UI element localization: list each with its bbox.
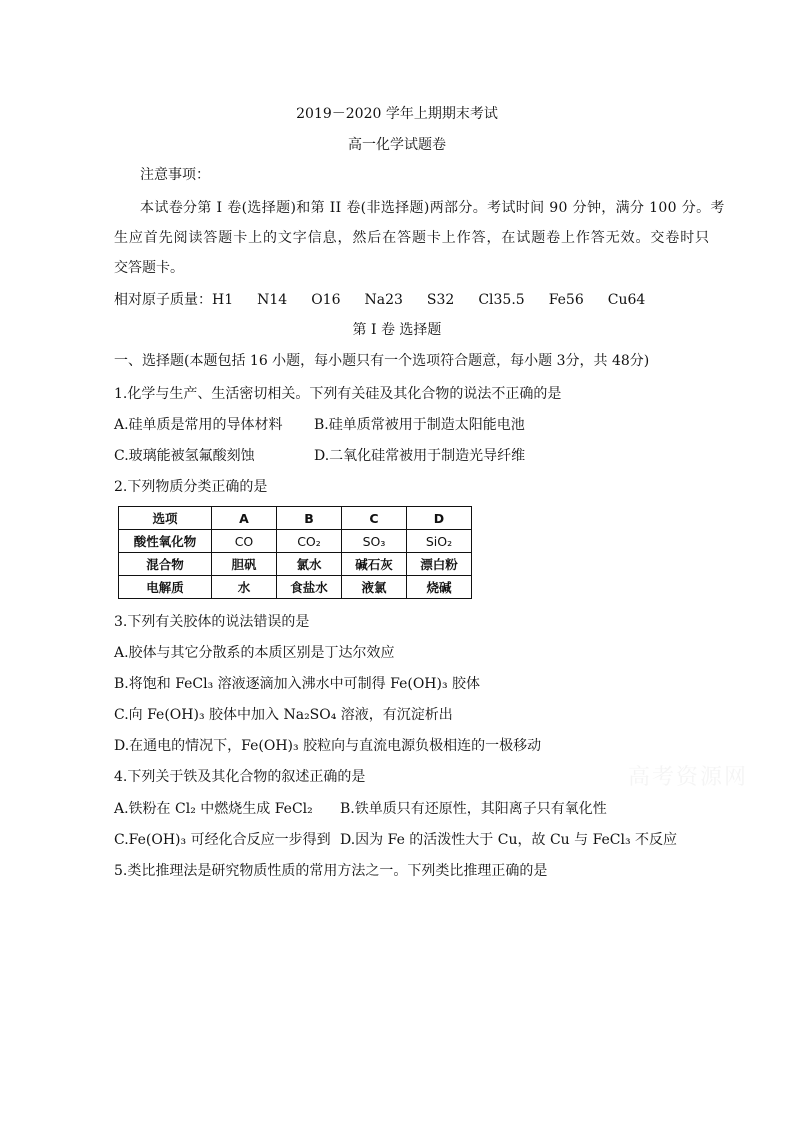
table-cell: SO₃ xyxy=(342,530,407,553)
table-cell: 漂白粉 xyxy=(407,553,472,576)
question-3-stem: 3.下列有关胶体的说法错误的是 xyxy=(114,614,310,630)
paper-title: 高一化学试题卷 xyxy=(348,137,446,153)
table-header-cell: C xyxy=(342,507,407,530)
question-3-option-c: C.向 Fe(OH)₃ 胶体中加入 Na₂SO₄ 溶液，有沉淀析出 xyxy=(114,707,453,723)
atomic-mass-fe: Fe56 xyxy=(548,292,584,308)
question-3-option-b: B.将饱和 FeCl₃ 溶液逐滴加入沸水中可制得 Fe(OH)₃ 胶体 xyxy=(114,676,481,692)
question-1-option-b: B.硅单质常被用于制造太阳能电池 xyxy=(314,417,525,433)
notice-body-line-2: 生应首先阅读答题卡上的文字信息，然后在答题卡上作答，在试题卷上作答无效。交卷时只 xyxy=(114,230,710,246)
question-5-stem: 5.类比推理法是研究物质性质的常用方法之一。下列类比推理正确的是 xyxy=(114,863,548,879)
table-cell: CO xyxy=(212,530,277,553)
question-4-stem: 4.下列关于铁及其化合物的叙述正确的是 xyxy=(114,769,366,785)
watermark: 高考资源网 xyxy=(628,765,749,790)
table-header-cell: 选项 xyxy=(119,507,212,530)
question-4-option-a: A.铁粉在 Cl₂ 中燃烧生成 FeCl₂ xyxy=(114,801,313,817)
question-1-stem: 1.化学与生产、生活密切相关。下列有关硅及其化合物的说法不正确的是 xyxy=(114,386,562,402)
atomic-mass-cu: Cu64 xyxy=(607,292,646,308)
question-4-option-c: C.Fe(OH)₃ 可经化合反应一步得到 xyxy=(114,832,331,848)
section-1-instruction: 一、选择题(本题包括 16 小题，每小题只有一个选项符合题意，每小题 3分，共 48分) xyxy=(114,353,650,369)
table-row xyxy=(119,553,472,576)
question-4-option-b: B.铁单质只有还原性，其阳离子只有氧化性 xyxy=(340,801,607,817)
table-cell: 胆矾 xyxy=(212,553,277,576)
notice-body-line-1: 本试卷分第 I 卷(选择题)和第 II 卷(非选择题)两部分。考试时间 90 分钟，满分 100 分。考 xyxy=(140,200,725,216)
notice-heading: 注意事项： xyxy=(140,167,210,183)
table-header-cell: A xyxy=(212,507,277,530)
table-header-cell: D xyxy=(407,507,472,530)
atomic-mass-na: Na23 xyxy=(364,292,403,308)
question-1-option-d: D.二氧化硅常被用于制造光导纤维 xyxy=(314,448,526,464)
atomic-masses xyxy=(114,290,669,310)
question-1-option-a: A.硅单质是常用的导体材料 xyxy=(114,417,283,433)
table-cell: 烧碱 xyxy=(407,576,472,599)
table-row-label: 混合物 xyxy=(119,553,212,576)
exam-title: 2019－2020 学年上期期末考试 xyxy=(296,106,498,122)
table-cell: 碱石灰 xyxy=(342,553,407,576)
question-2-stem: 2.下列物质分类正确的是 xyxy=(114,479,268,495)
table-cell: 氯水 xyxy=(277,553,342,576)
table-header-cell: B xyxy=(277,507,342,530)
table-cell: SiO₂ xyxy=(407,530,472,553)
atomic-mass-h: H1 xyxy=(212,292,234,308)
table-row-label: 电解质 xyxy=(119,576,212,599)
question-1-option-c: C.玻璃能被氢氟酸刻蚀 xyxy=(114,448,255,464)
question-4-option-d: D.因为 Fe 的活泼性大于 Cu，故 Cu 与 FeCl₃ 不反应 xyxy=(340,832,678,848)
question-3-option-d: D.在通电的情况下，Fe(OH)₃ 胶粒向与直流电源负极相连的一极移动 xyxy=(114,738,542,754)
table-row xyxy=(119,530,472,553)
table-header-row xyxy=(119,507,472,530)
table-row-label: 酸性氧化物 xyxy=(119,530,212,553)
atomic-mass-n: N14 xyxy=(257,292,288,308)
table-row xyxy=(119,576,472,599)
atomic-mass-s: S32 xyxy=(426,292,455,308)
classification-table xyxy=(118,506,472,599)
atomic-mass-o: O16 xyxy=(311,292,341,308)
table-cell: 水 xyxy=(212,576,277,599)
atomic-masses-label: 相对原子质量： xyxy=(114,292,212,308)
atomic-mass-cl: Cl35.5 xyxy=(478,292,525,308)
table-cell: 食盐水 xyxy=(277,576,342,599)
question-3-option-a: A.胶体与其它分散系的本质区别是丁达尔效应 xyxy=(114,645,395,661)
section-1-title: 第 I 卷 选择题 xyxy=(352,322,442,338)
table-cell: CO₂ xyxy=(277,530,342,553)
notice-body-line-3: 交答题卡。 xyxy=(114,260,184,276)
table-cell: 液氯 xyxy=(342,576,407,599)
